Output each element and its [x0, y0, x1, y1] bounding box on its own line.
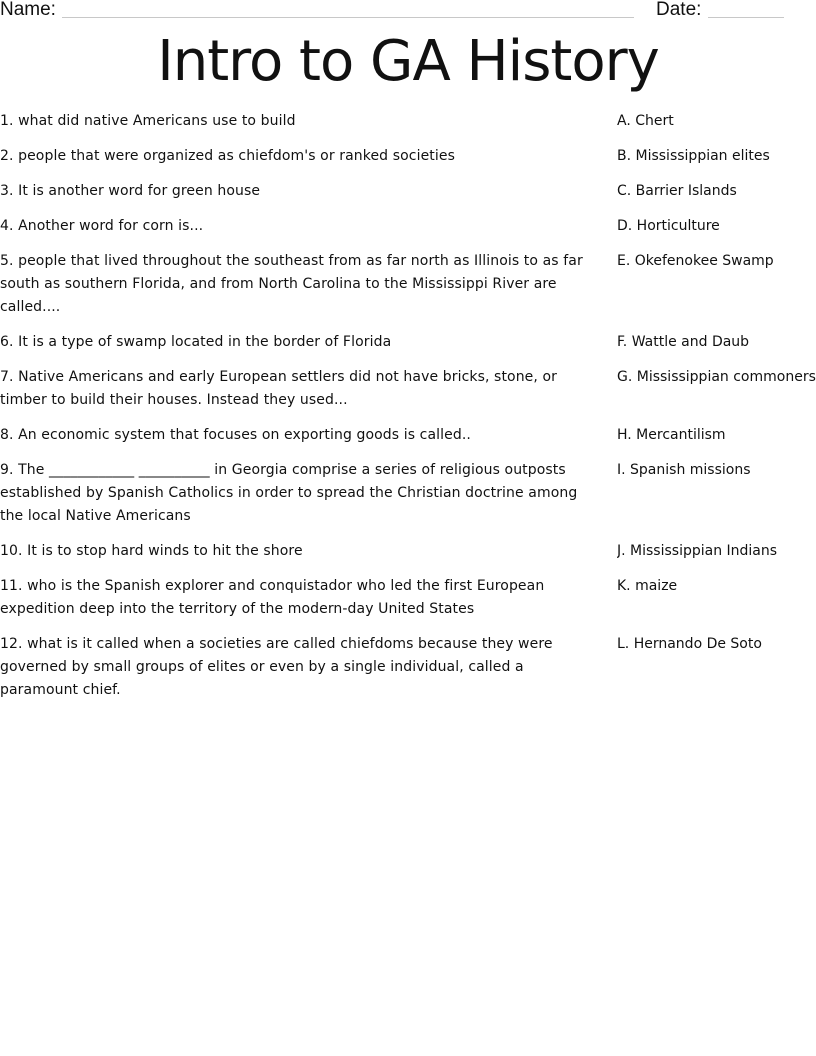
name-line	[62, 17, 634, 18]
answer-option: K. maize	[617, 578, 678, 594]
question-text: 3. It is another word for green house	[0, 183, 261, 199]
question-row	[0, 180, 816, 203]
question-row	[0, 633, 816, 702]
answer-option: F. Wattle and Daub	[617, 334, 750, 350]
question-row	[0, 215, 816, 238]
answer-option: G. Mississippian commoners	[617, 369, 816, 385]
answer-option: D. Horticulture	[617, 218, 720, 234]
question-row	[0, 540, 816, 563]
question-text: 9. The ____________ __________ in Georgia comprise a series of religious outposts established by Spanish Catholics in order to spread the Christian doctrine among the local Native Americans	[0, 462, 578, 524]
question-text: 4. Another word for corn is...	[0, 218, 204, 234]
worksheet-header	[0, 0, 816, 22]
question-row	[0, 331, 816, 354]
question-text: 10. It is to stop hard winds to hit the shore	[0, 543, 303, 559]
matching-list	[0, 110, 816, 714]
question-text: 6. It is a type of swamp located in the border of Florida	[0, 334, 392, 350]
question-text: 1. what did native Americans use to build	[0, 113, 296, 129]
answer-option: L. Hernando De Soto	[617, 636, 762, 652]
page-title: Intro to GA History	[157, 29, 659, 94]
question-row	[0, 110, 816, 133]
question-row	[0, 366, 816, 412]
answer-option: H. Mercantilism	[617, 427, 726, 443]
question-text: 11. who is the Spanish explorer and conquistador who led the first European expedition deep into the territory of the modern-day United States	[0, 578, 545, 617]
question-row	[0, 250, 816, 319]
question-row	[0, 459, 816, 528]
question-text: 12. what is it called when a societies are called chiefdoms because they were governed by small groups of elites or even by a single individual, called a paramount chief.	[0, 636, 553, 698]
answer-option: C. Barrier Islands	[617, 183, 737, 199]
answer-option: I. Spanish missions	[617, 462, 751, 478]
question-text: 5. people that lived throughout the southeast from as far north as Illinois to as far south as southern Florida, and from North Carolina to the Mississippi River are called....	[0, 253, 583, 315]
name-label: Name:	[0, 0, 56, 20]
question-text: 7. Native Americans and early European settlers did not have bricks, stone, or timber to build their houses. Instead they used...	[0, 369, 558, 408]
date-label: Date:	[656, 0, 702, 20]
date-line	[708, 17, 784, 18]
answer-option: E. Okefenokee Swamp	[617, 253, 774, 269]
question-row	[0, 145, 816, 168]
question-row	[0, 424, 816, 447]
answer-option: A. Chert	[617, 113, 674, 129]
question-text: 2. people that were organized as chiefdom's or ranked societies	[0, 148, 455, 164]
answer-option: J. Mississippian Indians	[617, 543, 778, 559]
question-text: 8. An economic system that focuses on exporting goods is called..	[0, 427, 471, 443]
question-row	[0, 575, 816, 621]
answer-option: B. Mississippian elites	[617, 148, 770, 164]
